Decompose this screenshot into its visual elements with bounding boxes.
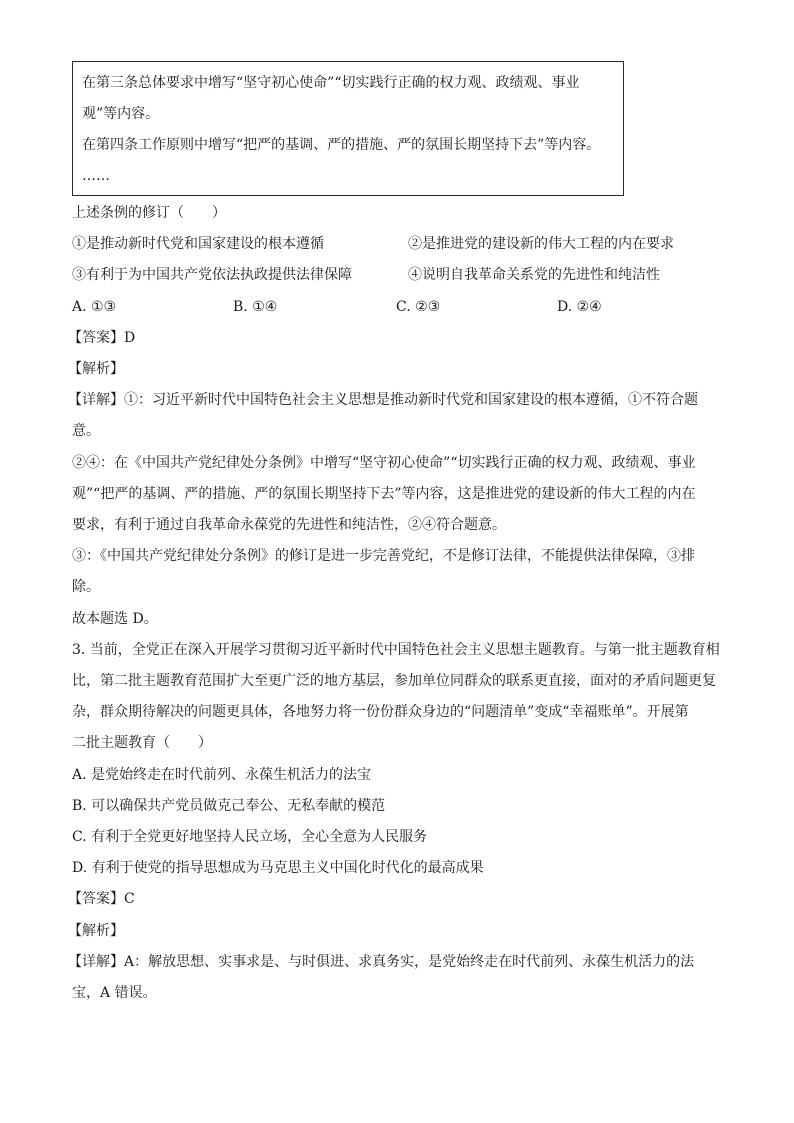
q2-option-b: B. ①④ xyxy=(233,299,278,315)
q3-detail-line: 【详解】A：解放思想、实事求是、与时俱进、求真务实，是党始终走在时代前列、永葆生机活力的法 xyxy=(68,954,695,970)
box-line-2: 观”等内容。 xyxy=(82,106,160,122)
q2-stem: 上述条例的修订（ ） xyxy=(72,205,226,221)
q3-stem-line: 比，第二批主题教育范围扩大至更广泛的地方基层，参加单位同群众的联系更直接，面对的矛盾问题更复 xyxy=(72,673,716,689)
q2-detail-line: ②④：在《中国共产党纪律处分条例》中增写“坚守初心使命”“切实践行正确的权力观、政绩观、事业 xyxy=(72,455,696,471)
box-line-4: …… xyxy=(82,168,110,184)
q3-option-a: A. 是党始终走在时代前列、永葆生机活力的法宝 xyxy=(72,767,372,783)
q2-option-d: D. ②④ xyxy=(557,299,602,315)
box-line-3: 在第四条工作原则中增写“把严的基调、严的措施、严的氛围长期坚持下去”等内容。 xyxy=(82,137,601,153)
q3-stem-line: 3. 当前，全党正在深入开展学习贯彻习近平新时代中国特色社会主义思想主题教育。与第一批主题教育相 xyxy=(72,642,720,658)
q2-detail-line: 【详解】①：习近平新时代中国特色社会主义思想是推动新时代党和国家建设的根本遵循，①不符合题 xyxy=(68,392,698,408)
q3-option-d: D. 有利于使党的指导思想成为马克思主义中国化时代化的最高成果 xyxy=(72,860,484,876)
q2-option-c: C. ②③ xyxy=(396,299,441,315)
q2-detail-line: ③：《中国共产党纪律处分条例》的修订是进一步完善党纪，不是修订法律，不能提供法律保障，③排 xyxy=(72,548,695,564)
q2-answer: 【答案】D xyxy=(68,330,136,346)
q3-option-b: B. 可以确保共产党员做克己奉公、无私奉献的模范 xyxy=(72,798,386,814)
q2-statement-1: ①是推动新时代党和国家建设的根本遵循 xyxy=(72,236,324,252)
q2-statement-4: ④说明自我革命关系党的先进性和纯洁性 xyxy=(408,267,660,283)
q2-analysis-label: 【解析】 xyxy=(68,361,124,377)
q2-detail-line: 要求，有利于通过自我革命永葆党的先进性和纯洁性，②④符合题意。 xyxy=(72,517,506,533)
q3-option-c: C. 有利于全党更好地坚持人民立场，全心全意为人民服务 xyxy=(72,829,428,845)
quoted-regulation-box xyxy=(72,61,624,196)
q2-detail-line: 意。 xyxy=(72,423,100,439)
q2-option-a: A. ①③ xyxy=(72,299,117,315)
q2-statement-3: ③有利于为中国共产党依法执政提供法律保障 xyxy=(72,267,352,283)
q2-detail-line: 故本题选 D。 xyxy=(72,611,158,627)
q3-analysis-label: 【解析】 xyxy=(68,923,124,939)
q2-detail-line: 观”“把严的基调、严的措施、严的氛围长期坚持下去”等内容，这是推进党的建设新的伟大工程的内在 xyxy=(72,486,696,502)
q2-statement-2: ②是推进党的建设新的伟大工程的内在要求 xyxy=(408,236,674,252)
q2-detail-line: 除。 xyxy=(72,579,100,595)
q3-stem-line: 杂，群众期待解决的问题更具体，各地努力将一份份群众身边的“问题清单”变成“幸福账单”。开展第 xyxy=(72,704,689,720)
q3-detail-line: 宝，A 错误。 xyxy=(72,985,157,1001)
q3-answer: 【答案】C xyxy=(68,891,135,907)
box-line-1: 在第三条总体要求中增写“坚守初心使命”“切实践行正确的权力观、政绩观、事业 xyxy=(82,75,580,91)
q3-stem-line: 二批主题教育（ ） xyxy=(72,735,212,751)
